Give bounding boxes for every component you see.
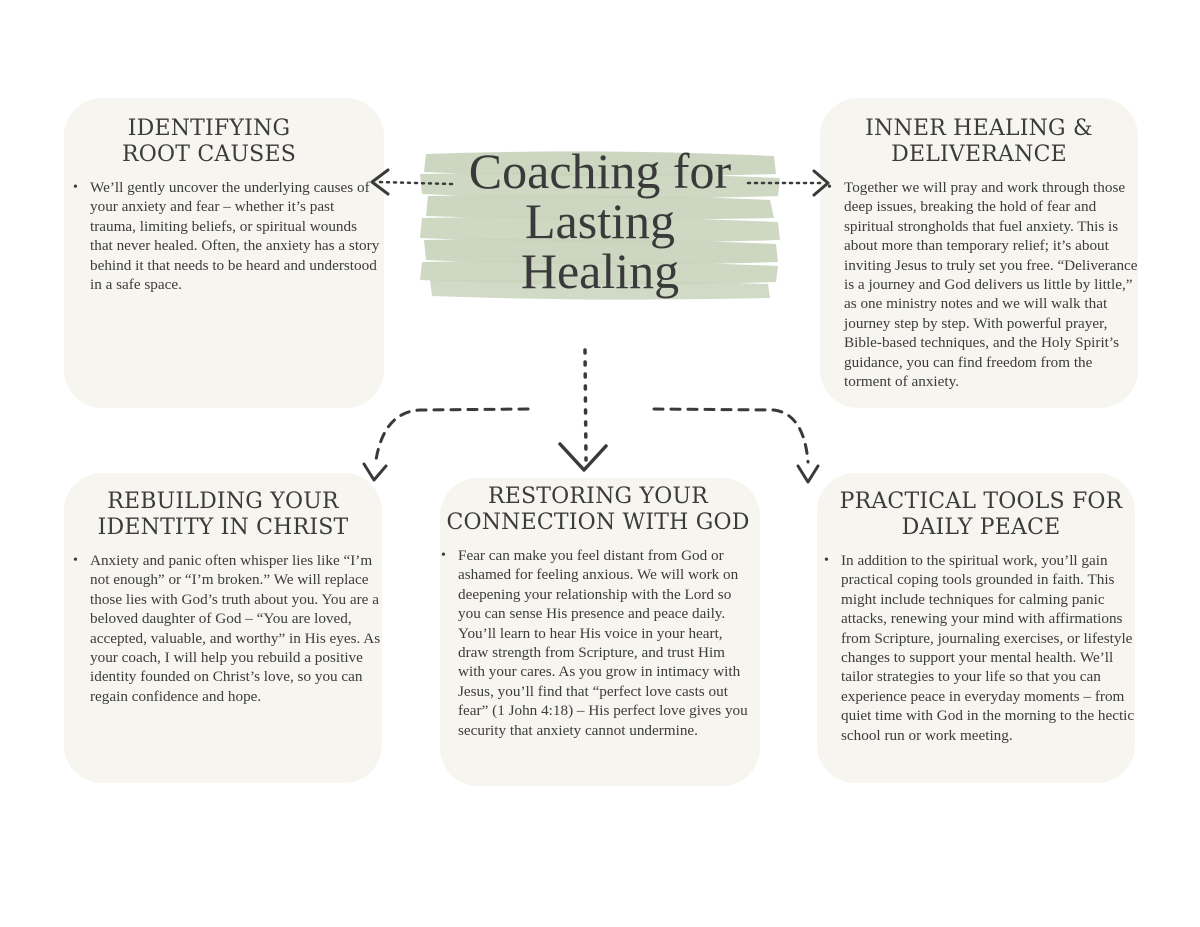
arrow-curve-right-line: [654, 409, 808, 462]
card-title: [815, 489, 1147, 541]
card-title: [64, 489, 382, 541]
main-title-line: Lasting: [525, 193, 675, 249]
card-title-line: RESTORING YOUR: [488, 484, 708, 509]
card-title: [820, 116, 1138, 168]
card-inner-healing-deliverance: [820, 98, 1138, 408]
arrow-down-line: [585, 350, 586, 460]
list-item: • Fear can make you feel distant from God or ashamed for feeling anxious. We will work on deepening your relationship with the Lord so you can sense His presence and peace daily. You’ll learn to hear His voice in your heart, draw strength from Scripture, and trust Him with your cares. As you grow in intimacy with Jesus, you’ll find that “perfect love casts out fear” (1 John 4:18) – His perfect love gives you security that anxiety cannot undermine.: [458, 546, 754, 740]
card-identifying-root-causes: [64, 98, 384, 408]
card-title: [34, 116, 384, 168]
card-body-list: [841, 551, 1135, 745]
arrow-curve-left-line: [376, 409, 528, 460]
list-item: • Together we will pray and work through those deep issues, breaking the hold of fear and spiritual strongholds that fuel anxiety. This is about more than temporary relief; it’s about inviting Jesus to truly set you free. “Deliverance is a journey and God delivers us little by little,” as one ministry notes and we will walk that journey step by step. With powerful prayer, Bible-based techniques, and the Holy Spirit’s guidance, you can find freedom from the torment of anxiety.: [844, 178, 1140, 391]
card-title-line: ROOT CAUSES: [122, 142, 296, 167]
card-title-line: IDENTIFYING: [127, 116, 291, 141]
arrow-down-head: [560, 444, 606, 470]
card-title-line: DAILY PEACE: [901, 515, 1061, 540]
card-title-line: IDENTITY IN CHRIST: [97, 515, 349, 540]
card-title-line: PRACTICAL TOOLS FOR: [839, 489, 1123, 514]
card-practical-tools: [817, 473, 1135, 783]
card-body-list: [458, 546, 754, 740]
list-item: • In addition to the spiritual work, you’ll gain practical coping tools grounded in faith. This might include techniques for calming panic attacks, renewing your mind with affirmations from Scripture, journaling exercises, or lifestyle changes to support your mental health. We’ll tailor strategies to your life so that you can experience peace in everyday moments – from quiet time with God in the morning to the hectic school run or work meeting.: [841, 551, 1135, 745]
card-title-line: DELIVERANCE: [891, 142, 1067, 167]
arrow-curve-right-head: [798, 466, 818, 482]
card-body-list: [844, 178, 1140, 391]
arrow-curve-left-head: [364, 464, 386, 480]
list-item: • We’ll gently uncover the underlying causes of your anxiety and fear – whether it’s past trauma, limiting beliefs, or spiritual wounds that never healed. Often, the anxiety has a story behind it that needs to be heard and understood in a safe space.: [90, 178, 382, 294]
main-title-line: Healing: [520, 243, 680, 299]
card-title-line: INNER HEALING &: [865, 116, 1093, 141]
card-body-list: [90, 551, 382, 706]
card-title-line: CONNECTION WITH GOD: [446, 510, 750, 535]
list-item: • Anxiety and panic often whisper lies like “I’m not enough” or “I’m broken.” We will replace those lies with God’s truth about you. You are a beloved daughter of God – “You are loved, accepted, valuable, and worthy” in His eyes. As your coach, I will help you rebuild a positive identity founded on Christ’s love, so you can regain confidence and hope.: [90, 551, 382, 706]
card-restoring-connection: [440, 478, 760, 786]
main-title: [430, 143, 770, 299]
card-title-line: REBUILDING YOUR: [107, 489, 339, 514]
card-rebuilding-identity: [64, 473, 382, 783]
card-title: [436, 484, 760, 536]
card-body-list: [90, 178, 382, 294]
main-title-line: Coaching for: [468, 143, 732, 199]
